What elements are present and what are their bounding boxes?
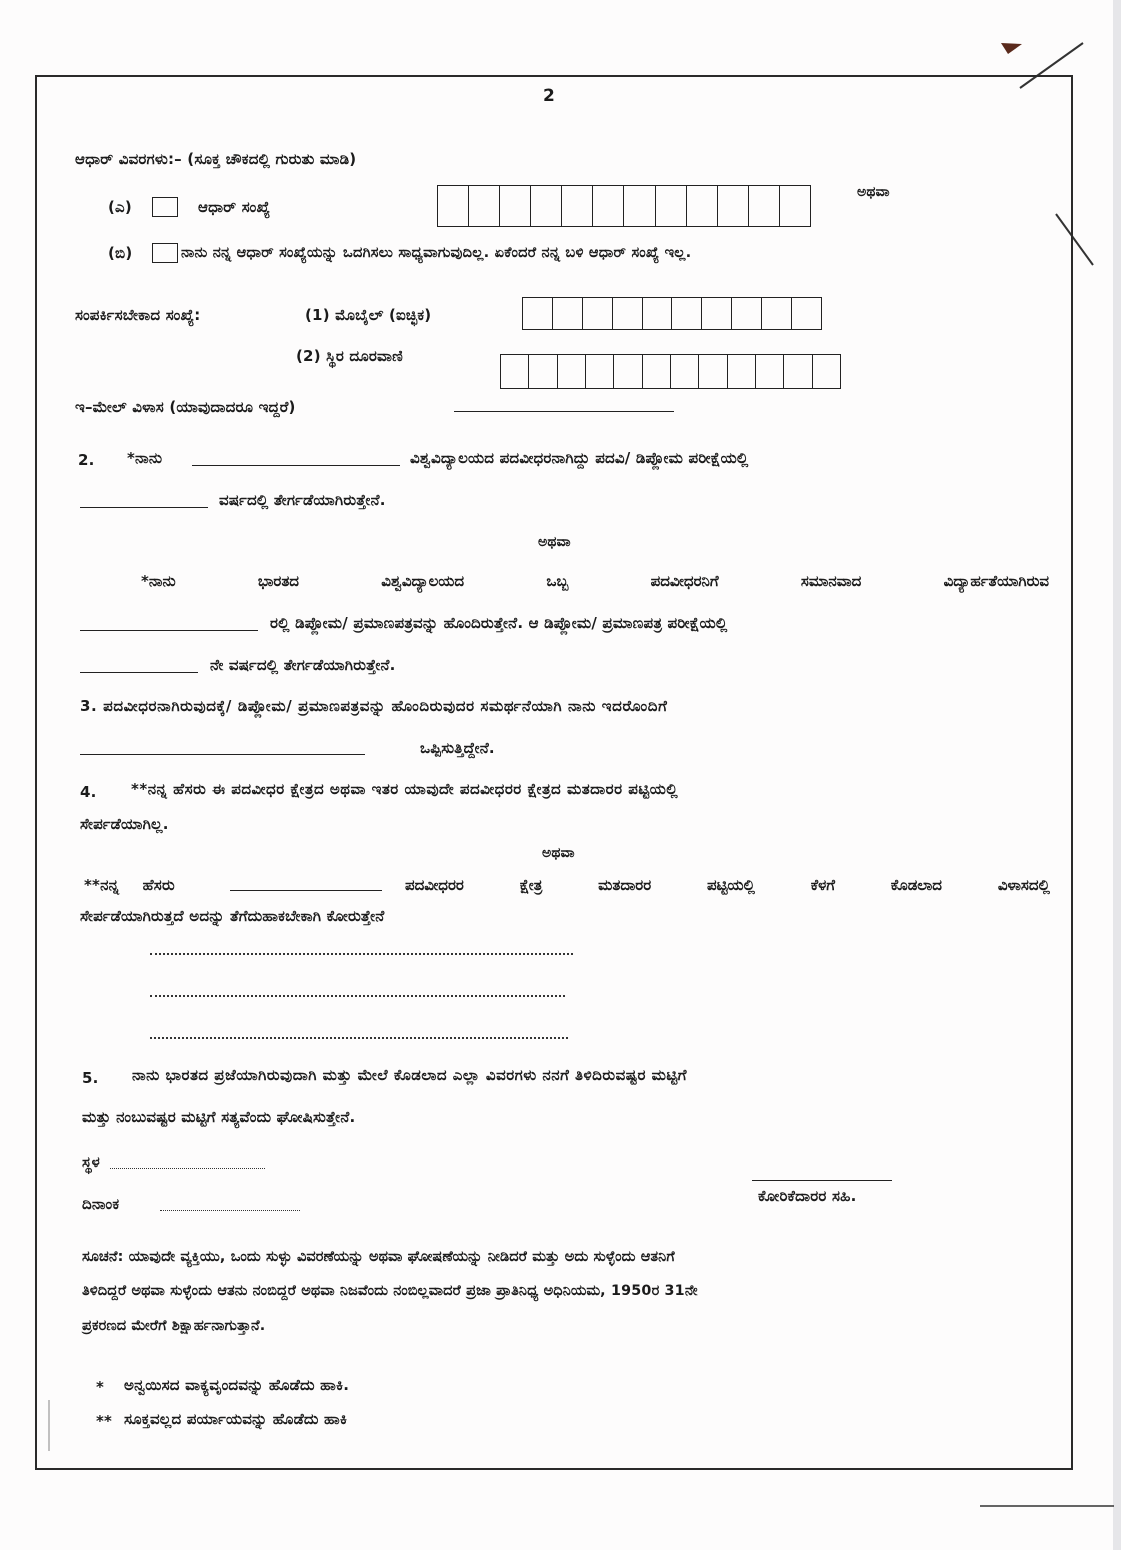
digit-cell[interactable] — [529, 355, 557, 388]
digit-cell[interactable] — [780, 186, 811, 226]
digit-cell[interactable] — [671, 355, 699, 388]
section-5-number: 5. — [82, 1069, 99, 1087]
digit-cell[interactable] — [672, 298, 702, 329]
digit-cell[interactable] — [749, 186, 780, 226]
section-2-alt-line1 — [141, 572, 1049, 590]
digit-cell[interactable] — [523, 298, 553, 329]
digit-cell[interactable] — [762, 298, 792, 329]
contact-label: ಸಂಪರ್ಕಿಸಬೇಕಾದ ಸಂಖ್ಯೆ: — [75, 306, 201, 324]
digit-cell[interactable] — [586, 355, 614, 388]
option-b-label: ನಾನು ನನ್ನ ಆಧಾರ್ ಸಂಖ್ಯೆಯನ್ನು ಒದಗಿಸಲು ಸಾಧ್ಯವಾಗುವುದಿಲ್ಲ. ಏಕೆಂದರೆ ನನ್ನ ಬಳಿ ಆಧಾರ್ ಸಂಖ್ಯೆ ಇಲ್ಲ. — [181, 244, 692, 261]
landline-number-input[interactable] — [500, 354, 841, 389]
word: ಪದವೀಧರನಿಗೆ — [650, 572, 719, 590]
section-4-or: ಅಥವಾ — [542, 845, 575, 861]
place-label: ಸ್ಥಳ — [82, 1153, 101, 1171]
word: ವಿಳಾಸದಲ್ಲಿ — [997, 876, 1050, 894]
digit-cell[interactable] — [593, 186, 624, 226]
digit-cell[interactable] — [699, 355, 727, 388]
signature-label: ಕೋರಿಕೆದಾರರ ಸಹಿ. — [758, 1187, 857, 1205]
address-line-3-field[interactable] — [150, 1037, 568, 1039]
digit-cell[interactable] — [784, 355, 812, 388]
mobile-label: (1) ಮೊಬೈಲ್ (ಐಚ್ಛಿಕ) — [305, 306, 432, 324]
email-label: ಇ–ಮೇಲ್ ವಿಳಾಸ (ಯಾವುದಾದರೂ ಇದ್ದರೆ) — [75, 398, 296, 416]
footnote-2-text: ಸೂಕ್ತವಲ್ಲದ ಪರ್ಯಾಯವನ್ನು ಹೊಡೆದು ಹಾಕಿ — [124, 1410, 348, 1428]
email-field[interactable] — [454, 411, 674, 412]
word: ಕೆಳಗೆ — [810, 876, 835, 894]
aadhaar-or-label: ಅಥವಾ — [857, 184, 890, 200]
digit-cell[interactable] — [583, 298, 613, 329]
section-4-alt-start: **ನನ್ನ ಹೆಸರು — [84, 876, 175, 894]
option-b-marker: (ಬಿ) — [108, 244, 133, 262]
section-2-start: *ನಾನು — [127, 449, 163, 467]
word: ಭಾರತದ — [257, 572, 299, 590]
digit-cell[interactable] — [558, 355, 586, 388]
word: ಒಬ್ಬ — [546, 572, 569, 590]
diploma-subject-field[interactable] — [80, 630, 258, 631]
footnote-1-marker: * — [96, 1378, 105, 1396]
digit-cell[interactable] — [728, 355, 756, 388]
section-3-line1: 3. ಪದವೀಧರನಾಗಿರುವುದಕ್ಕೆ/ ಡಿಪ್ಲೋಮ/ ಪ್ರಮಾಣಪತ್ರವನ್ನು ಹೊಂದಿರುವುದರ ಸಮರ್ಥನೆಯಾಗಿ ನಾನು ಇದರೊಂದಿಗೆ — [80, 697, 668, 715]
landline-label: (2) ಸ್ಥಿರ ದೂರವಾಣಿ — [296, 347, 403, 365]
section-2-line1: ವಿಶ್ವವಿದ್ಯಾಲಯದ ಪದವೀಧರನಾಗಿದ್ದು ಪದವಿ/ ಡಿಪ್ಲೋಮ ಪರೀಕ್ಷೆಯಲ್ಲಿ — [410, 449, 749, 467]
section-3-line2: ಒಪ್ಪಿಸುತ್ತಿದ್ದೇನೆ. — [420, 739, 495, 757]
word: ಕೊಡಲಾದ — [890, 876, 942, 894]
section-5-line1: ನಾನು ಭಾರತದ ಪ್ರಜೆಯಾಗಿರುವುದಾಗಿ ಮತ್ತು ಮೇಲೆ ಕೊಡಲಾದ ಎಲ್ಲಾ ವಿವರಗಳು ನನಗೆ ತಿಳಿದಿರುವಷ್ಟರ ಮಟ್ಟಿಗೆ — [132, 1066, 687, 1084]
word: ಪದವೀಧರರ — [405, 876, 464, 894]
digit-cell[interactable] — [718, 186, 749, 226]
notice-line3: ಪ್ರಕರಣದ ಮೇರೆಗೆ ಶಿಕ್ಷಾರ್ಹನಾಗುತ್ತಾನೆ. — [82, 1318, 266, 1334]
word: ಕ್ಷೇತ್ರ — [519, 876, 543, 894]
section-2-alt-line2: ರಲ್ಲಿ ಡಿಪ್ಲೋಮ/ ಪ್ರಮಾಣಪತ್ರವನ್ನು ಹೊಂದಿರುತ್ತೇನೆ. ಆ ಡಿಪ್ಲೋಮ/ ಪ್ರಮಾಣಪತ್ರ ಪರೀಕ್ಷೆಯಲ್ಲಿ — [270, 614, 728, 632]
digit-cell[interactable] — [531, 186, 562, 226]
footnote-1-text: ಅನ್ವಯಿಸದ ವಾಕ್ಯವೃಂದವನ್ನು ಹೊಡೆದು ಹಾಕಿ. — [124, 1376, 350, 1394]
aadhaar-number-input[interactable] — [437, 185, 811, 227]
notice-line1: ಸೂಚನೆ: ಯಾವುದೇ ವ್ಯಕ್ತಿಯು, ಒಂದು ಸುಳ್ಳು ವಿವರಣೆಯನ್ನು ಅಥವಾ ಘೋಷಣೆಯನ್ನು ನೀಡಿದರೆ ಮತ್ತು ಅದು ಸುಳ್ಳೆಂದು ಆತನಿಗೆ — [82, 1249, 675, 1265]
section-4-number: 4. — [80, 783, 97, 801]
university-name-field[interactable] — [192, 465, 400, 466]
section-4-line2: ಸೇರ್ಪಡೆಯಾಗಿಲ್ಲ. — [80, 815, 169, 833]
graduation-year-field[interactable] — [80, 507, 208, 508]
option-a-marker: (ಎ) — [108, 198, 132, 216]
digit-cell[interactable] — [613, 298, 643, 329]
mobile-number-input[interactable] — [522, 297, 822, 330]
digit-cell[interactable] — [643, 298, 673, 329]
digit-cell[interactable] — [813, 355, 841, 388]
aadhaar-option-b-checkbox[interactable] — [152, 243, 178, 263]
word: ಪಟ್ಟಿಯಲ್ಲಿ — [707, 876, 755, 894]
word: ಸಮಾನವಾದ — [800, 572, 862, 590]
section-2-alt-line3: ನೇ ವರ್ಷದಲ್ಲಿ ತೇರ್ಗಡೆಯಾಗಿರುತ್ತೇನೆ. — [210, 656, 396, 674]
digit-cell[interactable] — [562, 186, 593, 226]
digit-cell[interactable] — [469, 186, 500, 226]
digit-cell[interactable] — [553, 298, 583, 329]
digit-cell[interactable] — [500, 186, 531, 226]
aadhaar-option-a-checkbox[interactable] — [152, 197, 178, 217]
digit-cell[interactable] — [438, 186, 469, 226]
digit-cell[interactable] — [501, 355, 529, 388]
aadhaar-heading: ಆಧಾರ್ ವಿವರಗಳು:– (ಸೂಕ್ತ ಚೌಕದಲ್ಲಿ ಗುರುತು ಮಾಡಿ) — [75, 150, 357, 168]
date-label: ದಿನಾಂಕ — [82, 1195, 120, 1213]
digit-cell[interactable] — [643, 355, 671, 388]
section-2-number: 2. — [78, 451, 95, 469]
digit-cell[interactable] — [792, 298, 822, 329]
footnote-2-marker: ** — [96, 1412, 113, 1430]
word: *ನಾನು — [141, 572, 176, 590]
address-line-1-field[interactable] — [150, 953, 573, 955]
page-number: 2 — [543, 86, 556, 106]
word: ವಿದ್ಯಾರ್ಹತೆಯಾಗಿರುವ — [943, 572, 1049, 590]
digit-cell[interactable] — [614, 355, 642, 388]
constituency-name-field[interactable] — [230, 890, 382, 891]
digit-cell[interactable] — [656, 186, 687, 226]
diploma-year-field[interactable] — [80, 672, 198, 673]
digit-cell[interactable] — [687, 186, 718, 226]
section-4-line1: **ನನ್ನ ಹೆಸರು ಈ ಪದವೀಧರ ಕ್ಷೇತ್ರದ ಅಥವಾ ಇತರ ಯಾವುದೇ ಪದವೀಧರರ ಕ್ಷೇತ್ರದ ಮತದಾರರ ಪಟ್ಟಿಯಲ್ಲಿ — [131, 780, 679, 798]
corner-triangle-mark — [1001, 43, 1022, 54]
section-2-or: ಅಥವಾ — [538, 534, 571, 550]
section-4-alt-line1 — [405, 876, 1050, 894]
signature-field[interactable] — [752, 1180, 892, 1181]
date-field[interactable] — [160, 1210, 300, 1211]
digit-cell[interactable] — [732, 298, 762, 329]
digit-cell[interactable] — [702, 298, 732, 329]
enclosed-document-field[interactable] — [80, 754, 365, 755]
word: ವಿಶ್ವವಿದ್ಯಾಲಯದ — [381, 572, 465, 590]
notice-line2: ತಿಳಿದಿದ್ದರೆ ಅಥವಾ ಸುಳ್ಳೆಂದು ಆತನು ನಂಬಿದ್ದರೆ ಅಥವಾ ನಿಜವೆಂದು ನಂಬಿಲ್ಲವಾದರೆ ಪ್ರಜಾ ಪ್ರಾತಿನಿಧ್ಯ ಅಧಿನಿಯಮ, 1950ರ 31ನೇ — [82, 1283, 698, 1299]
section-5-line2: ಮತ್ತು ನಂಬುವಷ್ಟರ ಮಟ್ಟಿಗೆ ಸತ್ಯವೆಂದು ಘೋಷಿಸುತ್ತೇನೆ. — [82, 1108, 356, 1126]
digit-cell[interactable] — [624, 186, 655, 226]
section-2-line2: ವರ್ಷದಲ್ಲಿ ತೇರ್ಗಡೆಯಾಗಿರುತ್ತೇನೆ. — [219, 491, 386, 509]
digit-cell[interactable] — [756, 355, 784, 388]
address-line-2-field[interactable] — [150, 995, 565, 997]
section-4-alt-line2: ಸೇರ್ಪಡೆಯಾಗಿರುತ್ತದೆ ಅದನ್ನು ತೆಗೆದುಹಾಕಬೇಕಾಗಿ ಕೋರುತ್ತೇನೆ — [80, 907, 385, 925]
place-field[interactable] — [110, 1168, 265, 1169]
word: ಮತದಾರರ — [598, 876, 652, 894]
option-a-label: ಆಧಾರ್ ಸಂಖ್ಯೆ — [198, 198, 271, 216]
